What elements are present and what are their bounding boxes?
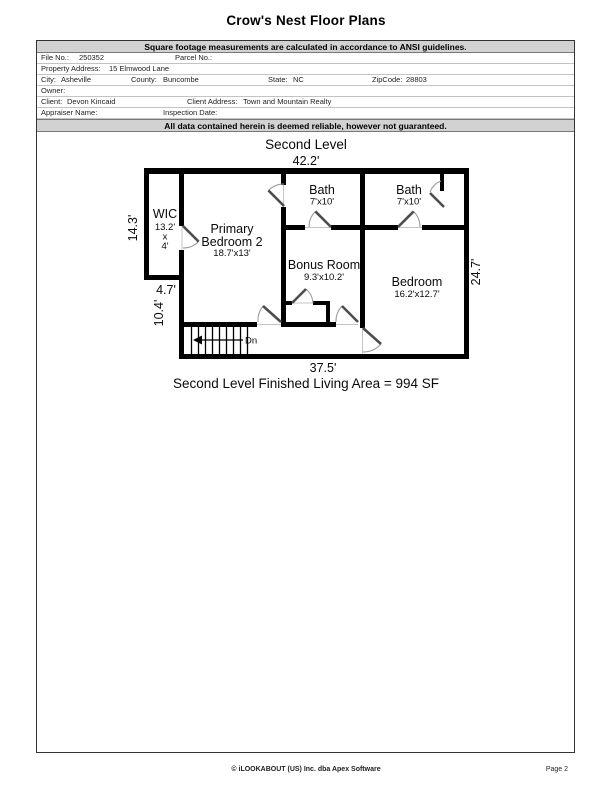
footer-copyright: © iLOOKABOUT (US) Inc. dba Apex Software <box>231 766 381 773</box>
stairs-arrowhead <box>193 336 202 345</box>
room-primary-name-1: Primary <box>210 222 254 236</box>
room-bath2-name: Bath <box>396 183 422 197</box>
file-no-value: 250352 <box>79 53 105 62</box>
dim-left-jog: 4.7' <box>156 283 176 297</box>
page-title: Crow's Nest Floor Plans <box>226 13 386 28</box>
dim-left-lower: 10.4' <box>152 299 166 327</box>
room-bedroom-name: Bedroom <box>391 275 443 289</box>
room-wic-name: WIC <box>152 207 178 221</box>
state-label: State: <box>268 75 288 84</box>
room-bonus-dims: 9.3'x10.2' <box>303 272 345 283</box>
room-bath1-dims: 7'x10' <box>309 196 335 208</box>
client-address-value: Town and Mountain Realty <box>243 97 332 106</box>
client-value: Devon Kincaid <box>67 97 116 106</box>
dim-right: 24.7' <box>469 258 483 286</box>
room-wic-dims-1: 13.2' <box>154 222 176 233</box>
parcel-no-label: Parcel No.: <box>175 53 213 62</box>
county-label: County: <box>131 75 157 84</box>
area-summary: Second Level Finished Living Area = 994 SF <box>172 376 440 391</box>
room-bedroom-dims: 16.2'x12.7' <box>394 289 440 300</box>
dim-left-upper: 14.3' <box>126 214 140 242</box>
room-bath1-name: Bath <box>309 183 335 197</box>
room-labels <box>153 183 443 300</box>
disclaimer-banner: All data contained herein is deemed reliable, however not guaranteed. <box>37 119 574 132</box>
level-title: Second Level <box>265 137 347 152</box>
staircase <box>192 327 258 354</box>
dim-bottom: 37.5' <box>309 361 337 375</box>
room-bonus-name: Bonus Room <box>287 258 361 272</box>
inspection-date-label: Inspection Date: <box>163 108 218 117</box>
owner-label: Owner: <box>41 86 66 95</box>
client-address-label: Client Address: <box>187 97 238 106</box>
room-primary-name-2: Bedroom 2 <box>201 235 263 249</box>
room-wic-dims-3: 4' <box>161 241 169 252</box>
zipcode-value: 28803 <box>406 75 427 84</box>
county-value: Buncombe <box>163 75 199 84</box>
footer-page-number: Page 2 <box>545 766 568 773</box>
dim-top: 42.2' <box>292 154 320 168</box>
stairs-down-label: Dn <box>245 335 258 347</box>
appraiser-name-label: Appraiser Name: <box>41 108 98 117</box>
property-address-label: Property Address: <box>41 64 101 73</box>
room-wic-dims-2: x <box>162 231 168 243</box>
client-label: Client: <box>41 97 63 106</box>
city-label: City: <box>41 75 56 84</box>
state-value: NC <box>293 75 304 84</box>
file-no-label: File No.: <box>41 53 69 62</box>
property-address-value: 15 Elmwood Lane <box>109 64 170 73</box>
city-value: Asheville <box>61 75 92 84</box>
room-primary-dims: 18.7'x13' <box>213 248 251 259</box>
zipcode-label: ZipCode: <box>372 75 403 84</box>
room-bath2-dims: 7'x10' <box>396 196 422 208</box>
ansi-banner: Square footage measurements are calculated in accordance to ANSI guidelines. <box>37 41 574 53</box>
